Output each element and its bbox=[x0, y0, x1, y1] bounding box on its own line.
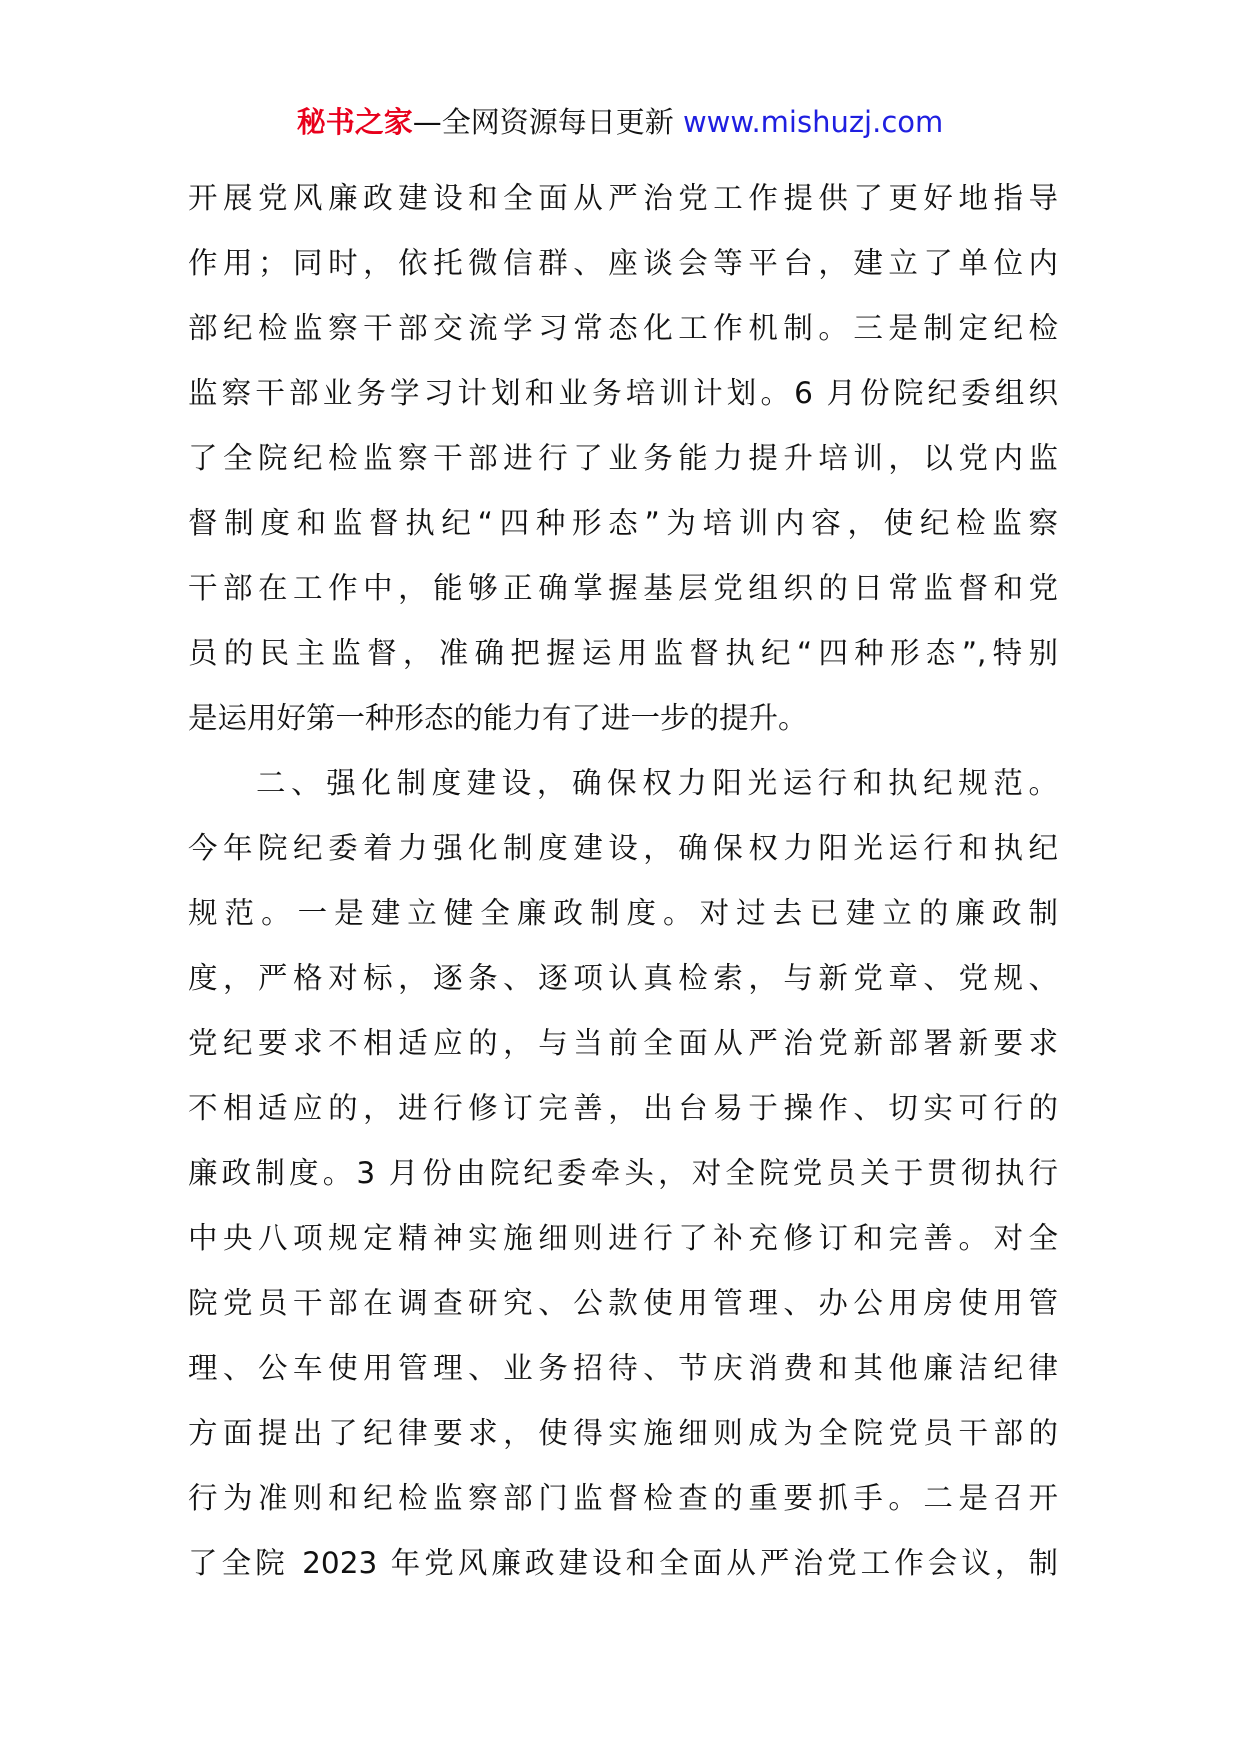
site-tagline: —全网资源每日更新 bbox=[412, 105, 683, 139]
text-line: 行为准则和纪检监察部门监督检查的重要抓手。二是召开 bbox=[188, 1481, 1058, 1515]
text-line: 不相适应的，进行修订完善，出台易于操作、切实可行的 bbox=[188, 1091, 1058, 1125]
text-line: 党纪要求不相适应的，与当前全面从严治党新部署新要求 bbox=[188, 1026, 1058, 1060]
text-line: 方面提出了纪律要求，使得实施细则成为全院党员干部的 bbox=[188, 1416, 1058, 1450]
text-line: 作用；同时，依托微信群、座谈会等平台，建立了单位内 bbox=[188, 246, 1058, 280]
text-line: 员的民主监督，准确把握运用监督执纪“四种形态”,特别 bbox=[188, 636, 1058, 670]
text-line: 院党员干部在调查研究、公款使用管理、办公用房使用管 bbox=[188, 1286, 1058, 1320]
text-line: 部纪检监察干部交流学习常态化工作机制。三是制定纪检 bbox=[188, 311, 1058, 345]
text-line: 督制度和监督执纪“四种形态”为培训内容，使纪检监察 bbox=[188, 506, 1058, 540]
site-header bbox=[0, 100, 1240, 144]
text-line: 监察干部业务学习计划和业务培训计划。6 月份院纪委组织 bbox=[188, 376, 1058, 410]
text-line: 理、公车使用管理、业务招待、节庆消费和其他廉洁纪律 bbox=[188, 1351, 1058, 1385]
section-heading: 二、强化制度建设，确保权力阳光运行和执纪规范。 bbox=[256, 766, 1058, 800]
text-line: 今年院纪委着力强化制度建设，确保权力阳光运行和执纪 bbox=[188, 831, 1058, 865]
text-line: 了全院纪检监察干部进行了业务能力提升培训，以党内监 bbox=[188, 441, 1058, 475]
text-line: 廉政制度。3 月份由院纪委牵头，对全院党员关于贯彻执行 bbox=[188, 1156, 1058, 1190]
text-line: 规范。一是建立健全廉政制度。对过去已建立的廉政制 bbox=[188, 896, 1058, 930]
site-url[interactable]: www.mishuzj.com bbox=[682, 105, 944, 139]
text-line: 了全院 2023 年党风廉政建设和全面从严治党工作会议，制 bbox=[188, 1546, 1058, 1580]
text-line: 干部在工作中，能够正确掌握基层党组织的日常监督和党 bbox=[188, 571, 1058, 605]
text-line: 中央八项规定精神实施细则进行了补充修订和完善。对全 bbox=[188, 1221, 1058, 1255]
document-body bbox=[188, 166, 1058, 1596]
site-brand: 秘书之家 bbox=[296, 105, 413, 139]
text-line: 度，严格对标，逐条、逐项认真检索，与新党章、党规、 bbox=[188, 961, 1058, 995]
text-line: 开展党风廉政建设和全面从严治党工作提供了更好地指导 bbox=[188, 181, 1058, 215]
text-line: 是运用好第一种形态的能力有了进一步的提升。 bbox=[188, 701, 808, 735]
